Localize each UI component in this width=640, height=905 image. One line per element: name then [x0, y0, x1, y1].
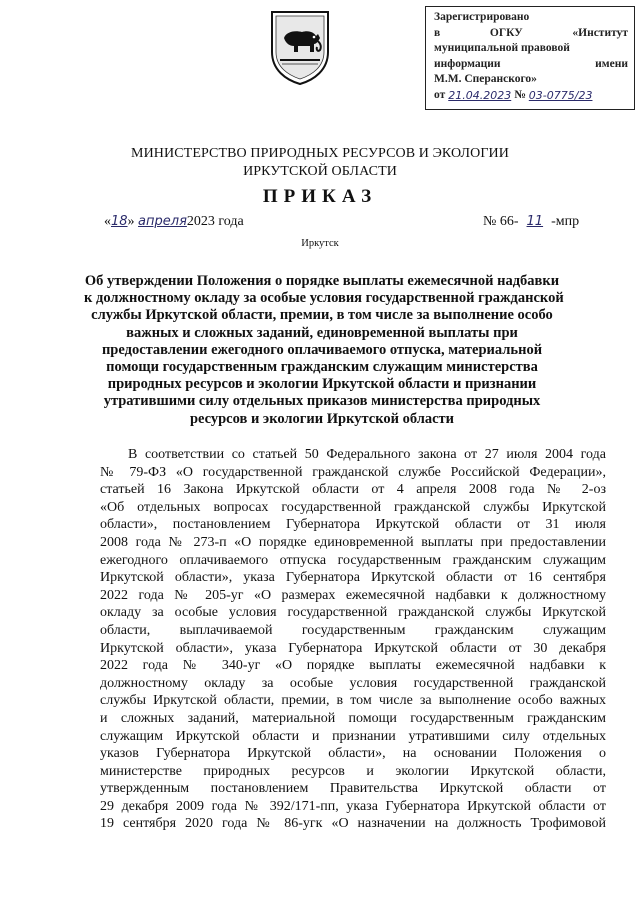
body-line: окладу за особые условия государственной гражданской службы Иркутской: [100, 605, 606, 621]
stamp-line: [434, 57, 628, 73]
body-line: статьей 16 Закона Иркутской области от 4 апреля 2008 года № 2-оз: [100, 482, 606, 498]
order-number-prefix: № 66-: [483, 214, 519, 229]
body-line: 2008 года № 273-п «О порядке единовременной выплаты при предоставлении: [100, 534, 606, 550]
stamp-line: [434, 41, 628, 57]
stamp-line: [434, 72, 628, 88]
order-number: [483, 214, 579, 230]
body-line: 2022 года № 205-уг «О размерах ежемесячной надбавки к должностному: [100, 587, 606, 603]
subject-line: предоставлении ежегодного оплачиваемого отпуска, материальной: [101, 341, 543, 358]
order-body-text: [100, 446, 606, 833]
date-day: 18: [111, 214, 128, 229]
body-line: министерстве природных ресурсов и экологии Иркутской области,: [100, 763, 606, 779]
body-line: утвержденным постановлением Правительства Иркутской области от: [100, 781, 606, 797]
subject-line: важных и сложных заданий, единовременной выплаты при: [126, 324, 518, 341]
order-number-handwritten: 11: [526, 214, 544, 229]
quote-mark: «: [104, 214, 111, 229]
body-line: указов Губернатора Иркутской области», на основании Положения о: [100, 746, 606, 762]
stamp-text: №: [514, 88, 526, 101]
body-line: и сложных заданий, материальной помощи государственным гражданским: [100, 710, 606, 726]
body-line: № 79-ФЗ «О государственной гражданской службе Российской Федерации»,: [100, 464, 606, 480]
stamp-registration-number: 03-0775/23: [528, 88, 593, 102]
stamp-line: [434, 88, 628, 104]
stamp-registration-date: 21.04.2023: [448, 88, 512, 102]
order-subject: [84, 273, 564, 428]
stamp-text: информации: [434, 57, 501, 70]
body-line: 19 сентября 2020 года № 86-угк «О назначении на должность Трофимовой: [100, 816, 606, 832]
body-line: службы Иркутской области, премии, в том числе за выполнение особо важных: [100, 693, 606, 709]
body-line: служащим Иркутской области и признании утратившими силу отдельных: [100, 728, 606, 744]
subject-line: утратившими силу отдельных приказов министерства природных: [103, 393, 541, 410]
body-line: области, выплачиваемой государственным гражданским служащим: [100, 622, 606, 638]
irkutsk-coat-of-arms-icon: [268, 8, 332, 86]
body-line: ежегодного оплачиваемого отпуска государственным гражданским служащим: [100, 552, 606, 568]
stamp-text: имени: [595, 57, 628, 70]
ministry-name-line-1: МИНИСТЕРСТВО ПРИРОДНЫХ РЕСУРСОВ И ЭКОЛОГИИ: [131, 146, 509, 161]
subject-line: помощи государственным гражданским служащим министерства: [106, 359, 538, 376]
subject-line: к должностному окладу за особые условия государственной гражданской: [84, 290, 564, 307]
body-line: 29 декабря 2009 года № 392/171-пп, указа Губернатора Иркутской области от: [100, 798, 606, 814]
stamp-text: муниципальной правовой: [434, 42, 570, 54]
stamp-text: Зарегистрировано: [434, 11, 530, 23]
city: Иркутск: [301, 238, 339, 249]
subject-line: природных ресурсов и экологии Иркутской области и признании: [107, 376, 537, 393]
stamp-text: от: [434, 88, 446, 101]
date-month: апреля: [138, 214, 187, 229]
ministry-name-line-2: ИРКУТСКОЙ ОБЛАСТИ: [243, 164, 397, 179]
body-line: должностному окладу за особые условия государственной гражданской: [100, 675, 606, 691]
document-type-title: ПРИКАЗ: [262, 186, 378, 207]
body-line: области», постановлением Губернатора Иркутской области от 31 июля: [100, 517, 606, 533]
body-line: В соответствии со статьей 50 Федерального закона от 27 июля 2004 года: [128, 447, 606, 462]
body-line: Иркутской области», указа Губернатора Иркутской области от 16 сентября: [100, 570, 606, 586]
stamp-line: [434, 10, 628, 26]
stamp-text: М.М. Сперанского»: [434, 73, 537, 85]
subject-line: Об утверждении Положения о порядке выплаты ежемесячной надбавки: [84, 273, 560, 289]
stamp-line: [434, 26, 628, 42]
body-line: Иркутской области», указа Губернатора Иркутской области от 30 декабря: [100, 640, 606, 656]
stamp-text: ОГКУ: [489, 26, 523, 39]
subject-line: ресурсов и экологии Иркутской области: [189, 410, 455, 427]
quote-mark: »: [127, 214, 135, 229]
order-date: [104, 214, 244, 230]
subject-line: службы Иркутской области, премии, в том числе за выполнение особо: [91, 307, 553, 324]
stamp-text: в: [434, 26, 441, 39]
date-year: 2023 года: [186, 214, 244, 229]
registration-stamp: [425, 6, 635, 110]
body-line: 2022 года № 340-уг «О порядке выплаты ежемесячной надбавки к: [100, 658, 606, 674]
order-number-suffix: -мпр: [551, 214, 580, 229]
stamp-text: «Институт: [572, 26, 628, 39]
body-line: «Об отдельных вопросах государственной гражданской службы Иркутской: [100, 499, 606, 515]
